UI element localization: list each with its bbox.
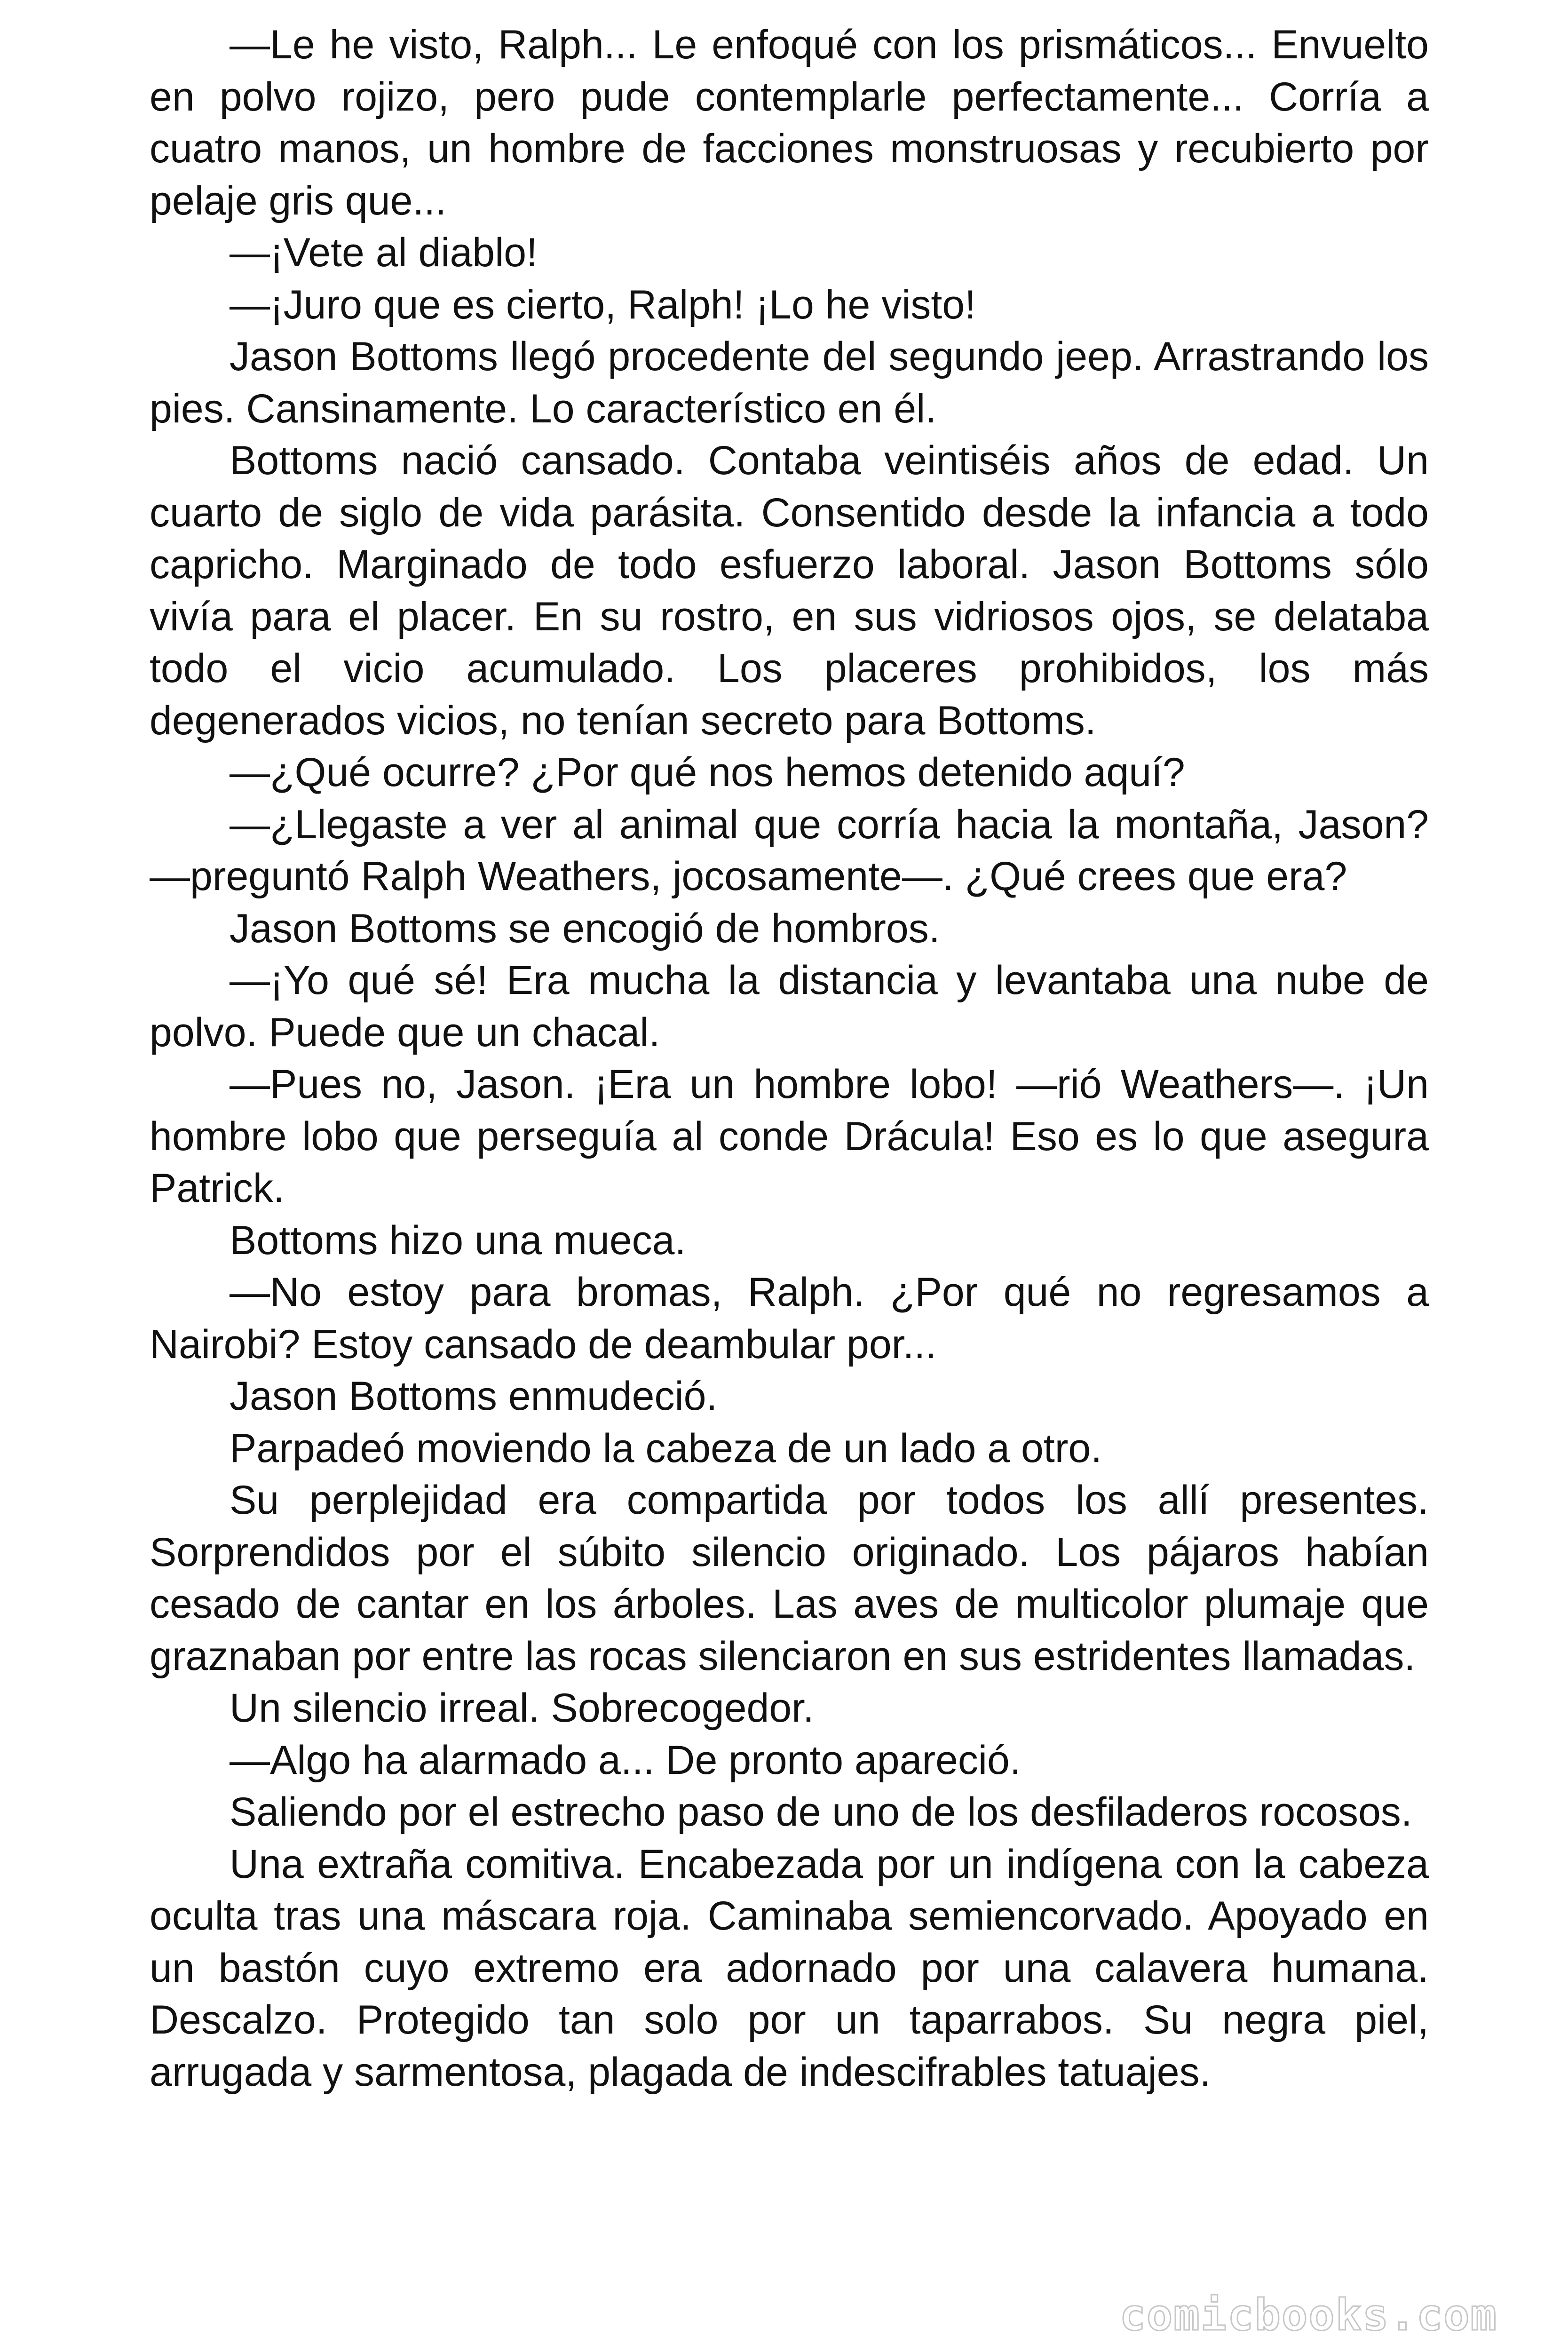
paragraph-3: —¡Juro que es cierto, Ralph! ¡Lo he visto! [230,282,976,327]
paragraph-5: Bottoms nació cansado. Contaba veintiséis años de edad. Un cuarto de siglo de vida parásita. Consentido desde la infancia a todo capricho. Marginado de todo esfuerzo laboral. Jason Bottoms sólo vivía para el placer. En su rostro, en sus vidriosos ojos, se delataba todo el vicio acumulado. Los placeres prohibidos, los más degenerados vicios, no tenían secreto para Bottoms. [150,438,1429,743]
paragraph-2: —¡Vete al diablo! [230,230,538,275]
paragraph-6: —¿Qué ocurre? ¿Por qué nos hemos detenido aquí? [230,750,1185,795]
paragraph-15: Su perplejidad era compartida por todos los allí presentes. Sorprendidos por el súbito silencio originado. Los pájaros habían cesado de cantar en los árboles. Las aves de multicolor plumaje que graznaban por entre las rocas silenciaron en sus estridentes llamadas. [150,1478,1429,1679]
paragraph-8: Jason Bottoms se encogió de hombros. [230,906,940,951]
paragraph-14: Parpadeó moviendo la cabeza de un lado a otro. [230,1425,1102,1471]
paragraph-1: —Le he visto, Ralph... Le enfoqué con los prismáticos... Envuelto en polvo rojizo, pero pude contemplarle perfectamente... Corría a cuatro manos, un hombre de facciones monstruosas y recubierto por pelaje gris que... [150,22,1429,223]
paragraph-4: Jason Bottoms llegó procedente del segundo jeep. Arrastrando los pies. Cansinamente. Lo característico en él. [150,334,1429,431]
paragraph-10: —Pues no, Jason. ¡Era un hombre lobo! —rió Weathers—. ¡Un hombre lobo que perseguía al conde Drácula! Eso es lo que asegura Patrick. [150,1062,1429,1211]
paragraph-9: —¡Yo qué sé! Era mucha la distancia y levantaba una nube de polvo. Puede que un chacal. [150,958,1429,1055]
paragraph-13: Jason Bottoms enmudeció. [230,1374,718,1419]
paragraph-11: Bottoms hizo una mueca. [230,1217,686,1263]
paragraph-16: Un silencio irreal. Sobrecogedor. [230,1685,814,1731]
paragraph-18: Saliendo por el estrecho paso de uno de los desfiladeros rocosos. [230,1789,1412,1835]
paragraph-7: —¿Llegaste a ver al animal que corría hacia la montaña, Jason? —preguntó Ralph Weathers, jocosamente—. ¿Qué crees que era? [150,802,1429,899]
body-text [150,19,1429,2098]
paragraph-19: Una extraña comitiva. Encabezada por un indígena con la cabeza oculta tras una máscara roja. Caminaba semiencorvado. Apoyado en un bastón cuyo extremo era adornado por una calavera humana. Descalzo. Protegido tan solo por un taparrabos. Su negra piel, arrugada y sarmentosa, plagada de indescifrables tatuajes. [150,1841,1429,2095]
paragraph-17: —Algo ha alarmado a... De pronto apareció. [230,1737,1021,1783]
paragraph-12: —No estoy para bromas, Ralph. ¿Por qué no regresamos a Nairobi? Estoy cansado de deambular por... [150,1270,1429,1367]
watermark: comicbooks.com [1119,2290,1497,2340]
